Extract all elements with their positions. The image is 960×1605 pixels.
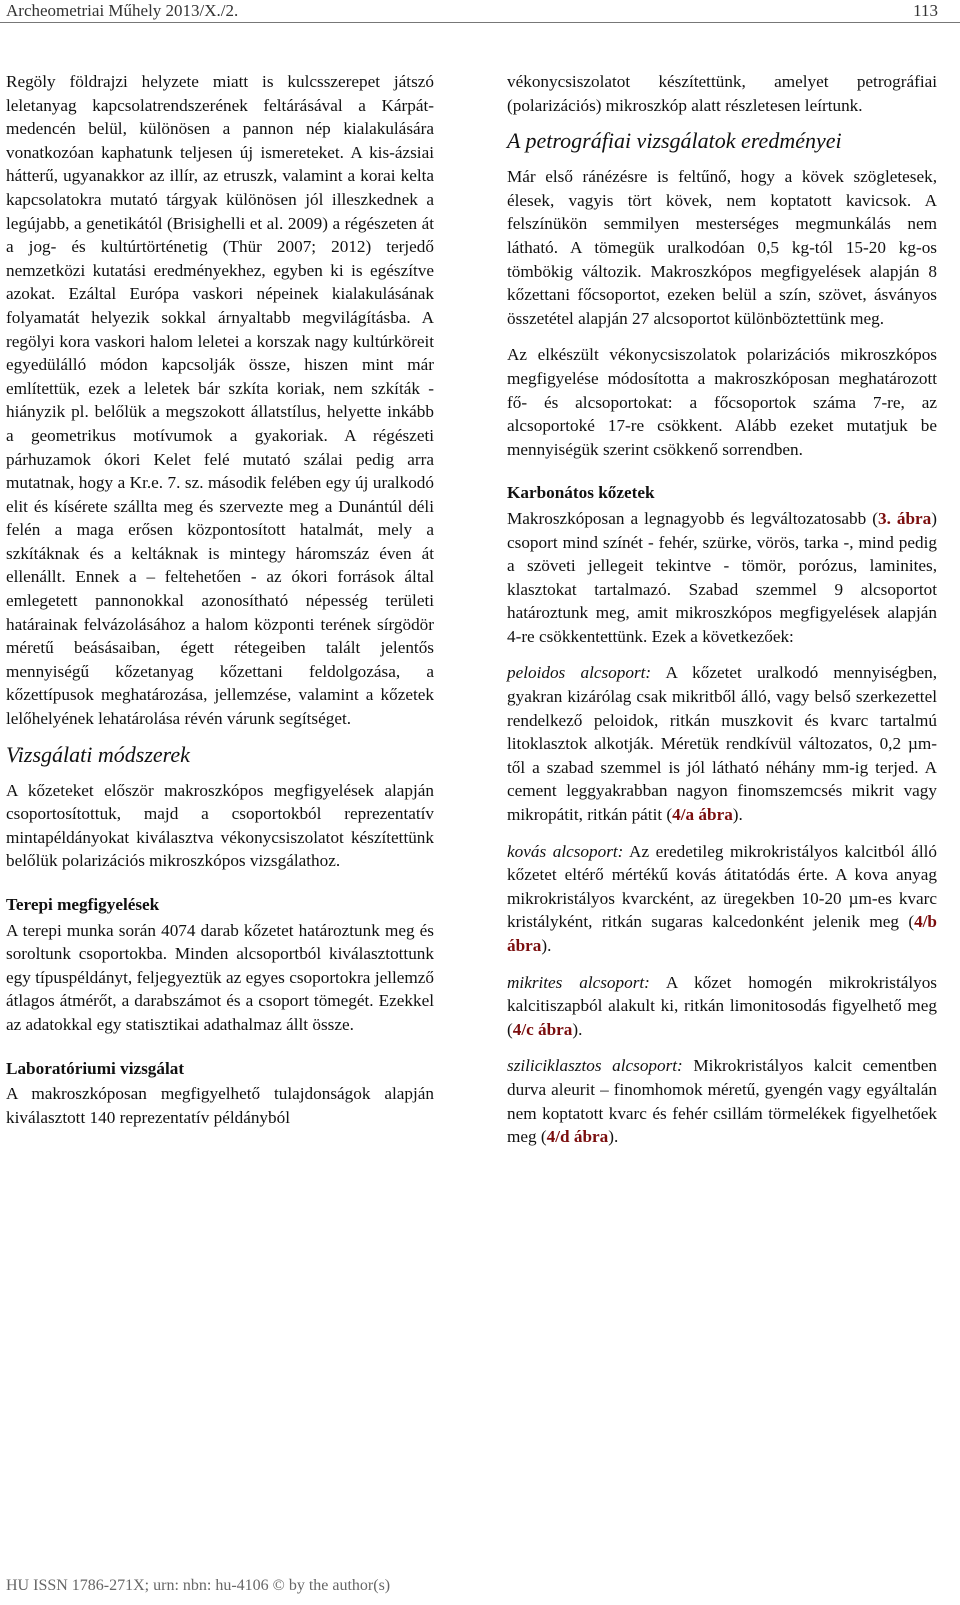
mikrites-subgroup [507,971,937,1042]
right-column [507,70,937,1149]
carbonate-paragraph [507,507,937,649]
kovas-end: ). [541,936,552,955]
figure-ref-4a[interactable]: 4/a ábra [672,805,733,825]
figure-ref-4d[interactable]: 4/d ábra [546,1127,609,1147]
results-paragraph-2: Az elkészült vékonycsiszolatok polarizációs mikroszkópos megfigyelése módosította a makroszkóposan meghatározott fő- és alcsoportokat: a főcsoportok száma 7-re, az alcsoportoké 17-re csökkent. Alább ezeket mutatjuk be mennyiségük szerint csökkenő sorrendben. [507,345,937,459]
carbonate-text-post: ) csoport mind színét - fehér, szürke, vörös, tarka -, mind pedig a szöveti jellegeit tekintve - tömör, porózus, laminites, klasztokat tartalmazó. Szabad szemmel 9 alcsoportot határoztunk meg, amit mikroszkópos megfigyelések alapján 4-re csökkentettünk. Ezek a következőek: [507,508,938,646]
methods-heading: Vizsgálati módszerek [6,741,190,767]
methods-paragraph: A kőzeteket először makroszkópos megfigyelések alapján csoportosítottuk, majd a csoportokból reprezentatív mintapéldányokat kiválasztva vékonycsiszolatot készítettünk belőlük polarizációs mikroszkópos vizsgálathoz. [6,780,434,871]
peloid-end: ). [732,805,743,825]
figure-ref-4b[interactable]: 4/b ábra [507,912,937,955]
sziliciklasztos-text: Mikrokristályos kalcit cementben durva aleurit – finomhomok méretű, gyengén vagy egyáltalán nem koptatott kvarc és fehér csillám törmelékek figyelhetőek meg ( [507,1056,937,1147]
lab-paragraph: A makroszkóposan megfigyelhető tulajdonságok alapján kiválasztott 140 reprezentatív példányból [6,1084,434,1127]
journal-title: Archeometriai Műhely 2013/X./2. [6,1,239,20]
running-head [0,0,960,23]
sziliciklasztos-term: sziliciklasztos alcsoport: [507,1056,683,1076]
carbonate-text-pre: Makroszkóposan a legnagyobb és legváltozatosabb ( [507,508,878,528]
peloid-term: peloidos alcsoport: [507,663,652,683]
kovas-term: kovás alcsoport: [507,841,624,861]
kovas-subgroup [507,840,937,958]
peloid-subgroup [507,661,937,826]
carbonate-heading: Karbonátos kőzetek [507,483,655,503]
left-column [6,70,434,1129]
sziliciklasztos-subgroup [507,1054,937,1148]
mikrites-term: mikrites alcsoport: [507,972,650,992]
peloid-text: A kőzetet uralkodó mennyiségben, gyakran kizárólag csak mikritből álló, vagy belső szerkezettel rendelkező peloidok, ritkán muszkovit és kvarc tartalmú litoklasztok alkotják. Méretük rendkívül változatos, 0,2 µm-től a szabad szemmel is jól látható néhány mm-ig terjed. A cement leggyakrabban nagyon finomszemcsés mikrit vagy mikropátit, ritkán pátit ( [507,663,937,825]
figure-ref-4c[interactable]: 4/c ábra [512,1019,573,1039]
results-heading: A petrográfiai vizsgálatok eredményei [507,128,842,154]
continuation-paragraph: vékonycsiszolatot készítettünk, amelyet petrográfiai (polarizációs) mikroszkóp alatt részletesen leírtunk. [507,72,937,115]
page-number: 113 [913,1,938,20]
mikrites-end: ). [572,1019,583,1039]
figure-ref-3[interactable]: 3. ábra [877,508,932,528]
intro-paragraph: Regöly földrajzi helyzete miatt is kulcsszerepet játszó leletanyag kapcsolatrendszerének feltárásával a Kárpát-medencén belül, különösen a pannon nép kialakulására vonatkozóan kaphatunk teljesen új ismereteket. A kis-ázsiai hátterű, ugyanakkor az illír, az etruszk, valamint a korai kelta kapcsolatokra mutató tárgyak különösen jól illeszkednek a legújabb, a genetikától (Brisighelli et al. 2009) a régészeten át a jog- és kultúrtörténetig (Thür 2007; 2012) terjedő nemzetközi kutatási eredményekhez, egyben ki is egészítve azokat. Ezáltal Európa vaskori népeinek kialakulásának folyamatát helyezik sokkal árnyaltabb megvilágításba. A regölyi kora vaskori halom leletei a korszak nagy kultúrköreit egyedülálló módon kapcsolják össze, hiszen mint már említettük, ezek a leletek bár szkíta koriak, nem szkíták - hiányzik pl. belőlük a megszokott állatstílus, helyette inkább a geometrikus motívumok a gyakoriak. A régészeti párhuzamok ókori Kelet felé mutató szálai pedig arra mutatnak, hogy a Kr.e. 7. sz. második felében egy új uralkodó elit és kísérete szállta meg és szervezte meg a Dunántúl déli felén a maga erősen központosított hatalmát, mely a szkítáknak és a keltáknak is mintegy háromszáz éven át ellenállt. Ennek a – feltehetően - az ókori források által emlegetett pannonokkal azonosítható népesség területi határainak felvázolásához a halom központi terének sírgödör méretű beásásaiban, égett rétegeiben talált jelentős mennyiségű kőzetanyag kőzettani feldolgozása, a kőzettípusok meghatározása, jellemzése, valamint a kőzetek lelőhelyének lehatárolása révén várunk segítséget. [6,72,434,729]
field-paragraph: A terepi munka során 4074 darab kőzetet határoztunk meg és soroltunk csoportokba. Minden alcsoportból kiválasztottunk egy típuspéldányt, feljegyeztük az egyes csoportokra jellemző átlagos átmérőt, a darabszámot és a csoport tömegét. Ezekkel az adatokkal egy statisztikai adathalmaz állt össze. [6,920,434,1034]
field-heading: Terepi megfigyelések [6,895,160,914]
results-paragraph-1: Már első ránézésre is feltűnő, hogy a kövek szögletesek, élesek, vagyis tört kövek, nem koptatott kavicsok. A felszínükön semmilyen mesterséges megmunkálás nem látható. A tömegük uralkodóan 0,5 kg-tól 15-20 kg-os tömbökig változik. Makroszkópos megfigyelések alapján 8 kőzettani főcsoportot, ezeken belül a szín, szövet, ásványos összetétel alapján 27 alcsoportot különböztettünk meg. [507,167,937,328]
sziliciklasztos-end: ). [608,1127,619,1147]
footer-issn: HU ISSN 1786-271X; urn: nbn: hu-4106 © by the author(s) [6,1577,391,1594]
mikrites-text: A kőzet homogén mikrokristályos kalcitiszapból alakult ki, ritkán limonitosodás figyelhető meg ( [507,972,937,1039]
kovas-text: Az eredetileg mikrokristályos kalcitból álló kőzetet eltérő mértékű kovás átitatódás érte. A kova anyag mikrokristályos kvarcként, az üregekben 10-20 µm-es kvarc kristályként, ritkán sugaras kalcedonként jelenik meg ( [507,841,937,932]
lab-heading: Laboratóriumi vizsgálat [6,1058,185,1078]
